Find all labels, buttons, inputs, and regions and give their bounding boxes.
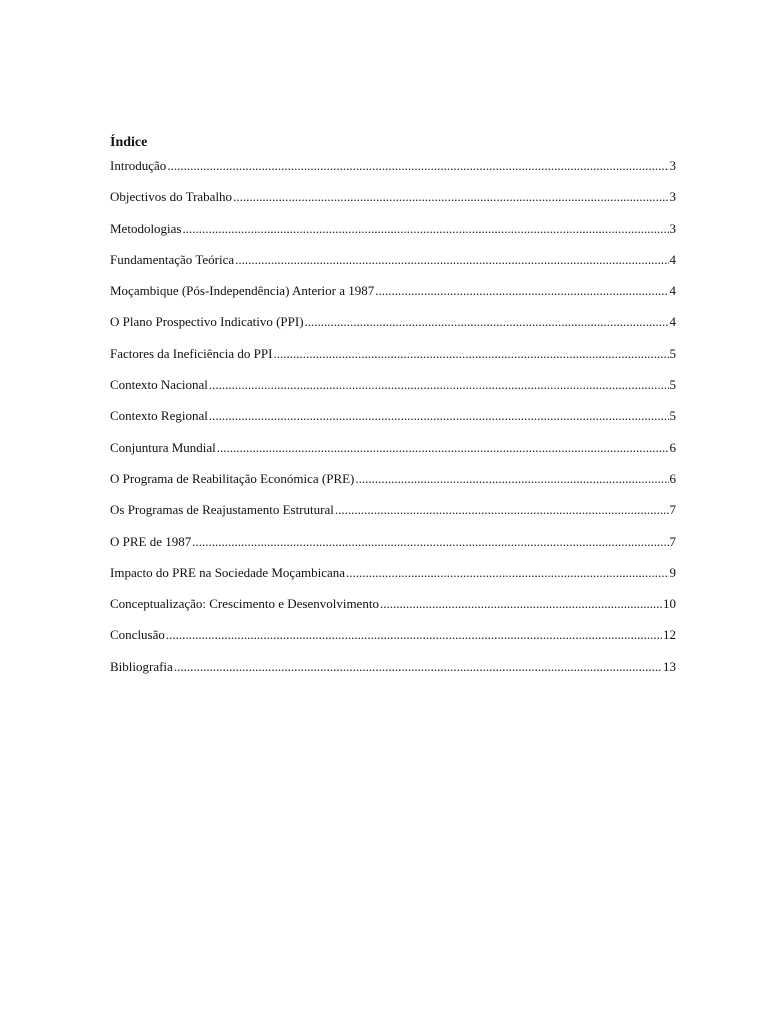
toc-entry-label: Conjuntura Mundial [110, 439, 216, 455]
toc-entry[interactable] [110, 534, 676, 565]
toc-dot-leader [174, 659, 662, 675]
toc-dot-leader [375, 283, 668, 299]
toc-entry[interactable] [110, 408, 676, 439]
toc-dot-leader [167, 158, 668, 174]
toc-entry-page-number: 4 [669, 314, 676, 330]
toc-dot-leader [305, 314, 669, 330]
toc-dot-leader [380, 596, 662, 612]
toc-entry-page-number: 7 [669, 502, 676, 518]
toc-entry-page-number: 3 [669, 158, 676, 173]
toc-dot-leader [235, 252, 668, 268]
toc-entry-label: O Plano Prospectivo Indicativo (PPI) [110, 314, 304, 330]
toc-title: Índice [110, 135, 148, 150]
toc-entry[interactable] [110, 502, 676, 533]
toc-dot-leader [209, 377, 669, 393]
toc-dot-leader [166, 627, 662, 643]
toc-list [110, 158, 676, 690]
toc-entry-label: Contexto Regional [110, 408, 208, 424]
toc-entry-page-number: 12 [663, 627, 676, 643]
toc-entry[interactable] [110, 158, 676, 189]
toc-entry-page-number: 5 [669, 377, 676, 393]
toc-dot-leader [335, 502, 669, 518]
toc-entry-page-number: 3 [669, 189, 676, 205]
toc-entry-page-number: 5 [669, 408, 676, 424]
toc-entry-label: Conclusão [110, 627, 165, 643]
toc-entry[interactable] [110, 565, 676, 596]
toc-entry-label: Os Programas de Reajustamento Estrutural [110, 502, 334, 518]
toc-dot-leader [183, 221, 669, 237]
toc-dot-leader [192, 534, 668, 550]
toc-entry[interactable] [110, 221, 676, 252]
toc-entry-page-number: 7 [669, 533, 676, 549]
toc-entry-label: Impacto do PRE na Sociedade Moçambicana [110, 564, 346, 580]
toc-entry-page-number: 3 [669, 220, 676, 236]
toc-entry-label: Factores da Ineficiência do PPI [110, 345, 273, 361]
toc-entry-label: Introdução [110, 158, 167, 173]
toc-entry-label: Contexto Nacional [110, 377, 208, 393]
toc-entry-page-number: 6 [669, 439, 676, 455]
toc-entry-label: Conceptualização: Crescimento e Desenvolvimento [110, 596, 379, 612]
toc-entry-label: O PRE de 1987 [110, 533, 192, 549]
toc-dot-leader [346, 565, 668, 581]
toc-entry-page-number: 9 [669, 564, 676, 580]
toc-entry[interactable] [110, 471, 676, 502]
toc-entry-label: Objectivos do Trabalho [110, 189, 233, 205]
toc-dot-leader [355, 471, 668, 487]
toc-entry[interactable] [110, 314, 676, 345]
toc-entry[interactable] [110, 440, 676, 471]
toc-entry-label: Fundamentação Teórica [110, 251, 235, 267]
toc-entry-page-number: 13 [663, 658, 676, 674]
toc-entry-page-number: 4 [669, 251, 676, 267]
toc-entry[interactable] [110, 346, 676, 377]
toc-entry[interactable] [110, 189, 676, 220]
toc-dot-leader [233, 189, 668, 205]
toc-entry-label: Bibliografia [110, 658, 173, 674]
toc-entry-label: O Programa de Reabilitação Económica (PRE) [110, 470, 355, 486]
toc-entry[interactable] [110, 659, 676, 690]
toc-entry-label: Metodologias [110, 220, 182, 236]
toc-entry-page-number: 10 [663, 596, 676, 612]
toc-entry-page-number: 5 [669, 345, 676, 361]
toc-entry-page-number: 4 [669, 283, 676, 299]
table-of-contents [110, 134, 676, 690]
toc-dot-leader [217, 440, 669, 456]
toc-entry-page-number: 6 [669, 470, 676, 486]
toc-dot-leader [209, 408, 669, 424]
toc-entry-label: Moçambique (Pós-Independência) Anterior a 1987 [110, 283, 375, 299]
toc-entry[interactable] [110, 377, 676, 408]
toc-entry[interactable] [110, 596, 676, 627]
toc-entry[interactable] [110, 283, 676, 314]
toc-dot-leader [273, 346, 668, 362]
toc-entry[interactable] [110, 252, 676, 283]
toc-entry[interactable] [110, 627, 676, 658]
